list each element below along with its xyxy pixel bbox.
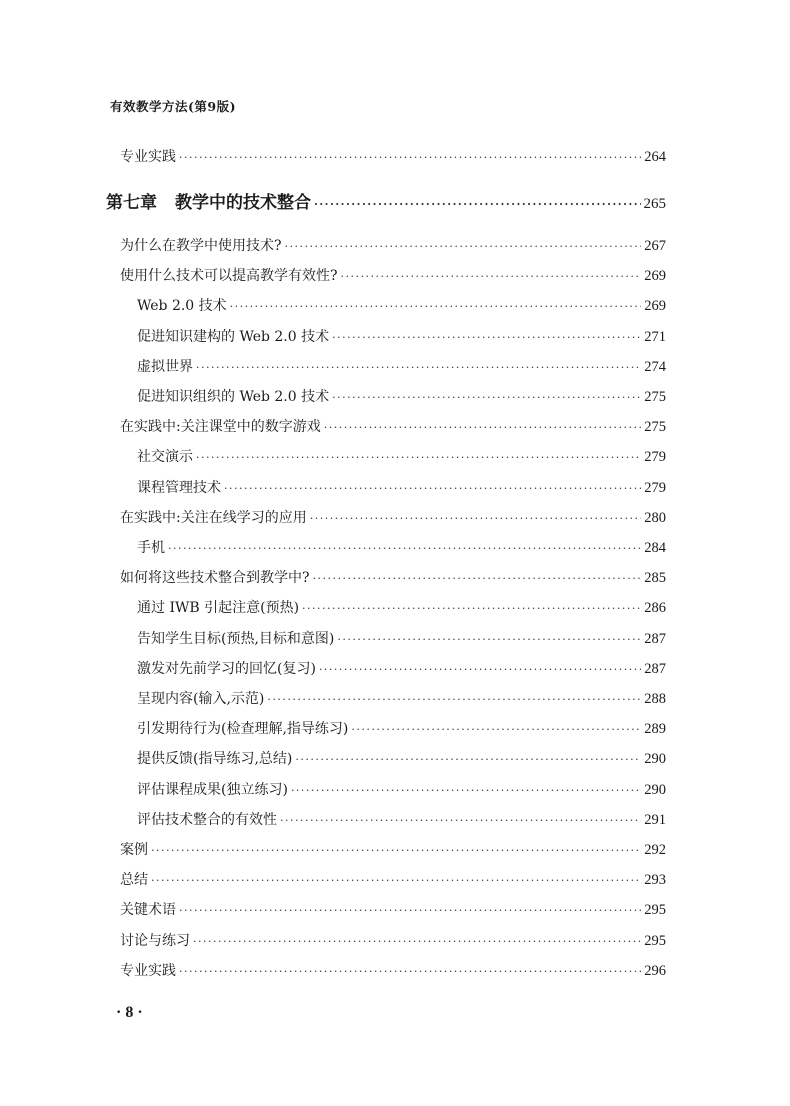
toc-entry	[120, 508, 666, 529]
leader-dots	[280, 811, 641, 831]
toc-entry	[120, 931, 666, 952]
toc-entry-label: 引发期待行为(检查理解,指导练习)	[137, 721, 349, 738]
toc-entry	[137, 780, 666, 801]
chapter-page: 265	[643, 196, 666, 212]
toc-entry-label: 提供反馈(指导练习,总结)	[137, 751, 293, 768]
leader-dots	[151, 841, 641, 861]
leader-dots	[179, 148, 641, 168]
leader-dots	[313, 569, 642, 589]
toc-entry	[137, 598, 666, 619]
leader-dots	[332, 388, 641, 408]
toc-entry-page: 275	[644, 389, 666, 405]
leader-dots	[196, 448, 641, 468]
toc-entry	[137, 749, 666, 770]
toc-entry-label: 为什么在教学中使用技术?	[120, 238, 282, 254]
chapter-name: 教学中的技术整合	[175, 193, 311, 213]
toc-entry-label: 专业实践	[120, 962, 176, 979]
toc-entry-page: 271	[644, 328, 666, 345]
toc-entry-page: 290	[644, 781, 666, 798]
toc-entry-page: 267	[644, 238, 666, 254]
leader-dots	[295, 750, 641, 770]
leader-dots	[319, 660, 641, 680]
leader-dots	[285, 237, 642, 257]
toc-entry-label: 如何将这些技术整合到教学中?	[120, 570, 310, 587]
toc-entry-page: 269	[644, 298, 666, 315]
toc-entry	[137, 327, 666, 348]
leader-dots	[324, 418, 642, 438]
toc-entry	[137, 447, 666, 468]
toc-entry-label: 促进知识组织的 Web 2.0 技术	[137, 389, 330, 405]
toc-entry-label: 专业实践	[120, 149, 176, 165]
toc-entry-label: 激发对先前学习的回忆(复习)	[137, 660, 316, 677]
toc-entry	[120, 236, 666, 257]
toc-chapter-heading	[106, 193, 666, 215]
leader-dots	[224, 479, 641, 499]
leader-dots	[314, 195, 641, 215]
toc-entry-label: 在实践中:关注课堂中的数字游戏	[120, 419, 321, 436]
leader-dots	[351, 720, 641, 740]
toc-entry-page: 286	[644, 600, 666, 617]
leader-dots	[310, 509, 642, 529]
toc-entry-label: 呈现内容(输入,示范)	[137, 691, 265, 707]
leader-dots	[341, 267, 642, 287]
toc-entry-page: 280	[644, 509, 666, 526]
toc-entry-label: 手机	[137, 540, 165, 556]
toc-entry	[120, 900, 666, 921]
toc-entry	[137, 296, 666, 317]
toc-entry-page: 287	[644, 630, 666, 647]
leader-dots	[302, 599, 641, 619]
toc-entry-label: 社交演示	[137, 449, 193, 466]
toc-entry-prev-section	[120, 147, 666, 168]
toc-entry	[137, 629, 666, 650]
toc-entry	[120, 870, 666, 891]
running-header: 有效教学方法(第9版)	[110, 99, 237, 114]
chapter-title	[106, 193, 311, 213]
toc-entry	[120, 266, 666, 287]
toc-entry-page: 285	[644, 570, 666, 587]
toc-entry	[137, 387, 666, 408]
toc-entry-label: 总结	[120, 872, 148, 889]
toc-entry-label: 虚拟世界	[137, 358, 193, 375]
toc-entry	[137, 538, 666, 559]
toc-entry-page: 288	[644, 691, 666, 707]
leader-dots	[179, 962, 641, 982]
toc-entry-page: 289	[644, 721, 666, 738]
toc-entry-label: 评估课程成果(独立练习)	[137, 781, 288, 798]
toc-entry-label: 评估技术整合的有效性	[137, 811, 277, 828]
chapter-number: 第七章	[106, 193, 157, 213]
toc-entry	[137, 357, 666, 378]
toc-entry	[137, 810, 666, 831]
toc-entry-label: 关键术语	[120, 902, 176, 919]
toc-entry-page: 295	[644, 902, 666, 919]
toc-entry-page: 290	[644, 751, 666, 768]
toc-entry	[120, 840, 666, 861]
toc-entry-label: 使用什么技术可以提高教学有效性?	[120, 268, 338, 285]
toc-entry-page: 275	[644, 419, 666, 436]
toc-entry-page: 284	[644, 540, 666, 556]
leader-dots	[196, 358, 641, 378]
toc-entry-label: 在实践中:关注在线学习的应用	[120, 509, 307, 526]
toc-entry-label: 促进知识建构的 Web 2.0 技术	[137, 328, 330, 345]
toc-entry-page: 293	[644, 872, 666, 889]
toc-entry	[137, 659, 666, 680]
toc-entry-label: 通过 IWB 引起注意(预热)	[137, 600, 300, 617]
toc-entry	[137, 719, 666, 740]
toc-entry-label: Web 2.0 技术	[137, 298, 227, 315]
toc-entry	[120, 961, 666, 982]
leader-dots	[267, 690, 641, 710]
toc-entry-label: 课程管理技术	[137, 479, 221, 496]
toc-entry-page: 287	[644, 660, 666, 677]
leader-dots	[332, 328, 641, 348]
toc-entry	[137, 478, 666, 499]
toc-entry-page: 279	[644, 449, 666, 466]
leader-dots	[151, 871, 641, 891]
toc-entry-page: 291	[644, 811, 666, 828]
toc-entry	[137, 689, 666, 710]
toc-entry-label: 讨论与练习	[120, 932, 190, 949]
leader-dots	[337, 630, 641, 650]
page-number: · 8 ·	[116, 1004, 143, 1021]
toc-entry-page: 292	[644, 842, 666, 858]
toc-entry-page: 295	[644, 932, 666, 949]
toc-entry-page: 274	[644, 358, 666, 375]
toc-entry	[120, 417, 666, 438]
toc-entry	[120, 568, 666, 589]
toc-entry-page: 264	[644, 149, 666, 165]
leader-dots	[179, 901, 641, 921]
toc-entry-label: 案例	[120, 842, 148, 858]
leader-dots	[168, 539, 641, 559]
leader-dots	[230, 297, 642, 317]
toc-entry-page: 269	[644, 268, 666, 285]
toc-entry-page: 279	[644, 479, 666, 496]
leader-dots	[193, 932, 641, 952]
leader-dots	[291, 781, 641, 801]
toc-entry-page: 296	[644, 962, 666, 979]
toc-entry-label: 告知学生目标(预热,目标和意图)	[137, 630, 335, 647]
